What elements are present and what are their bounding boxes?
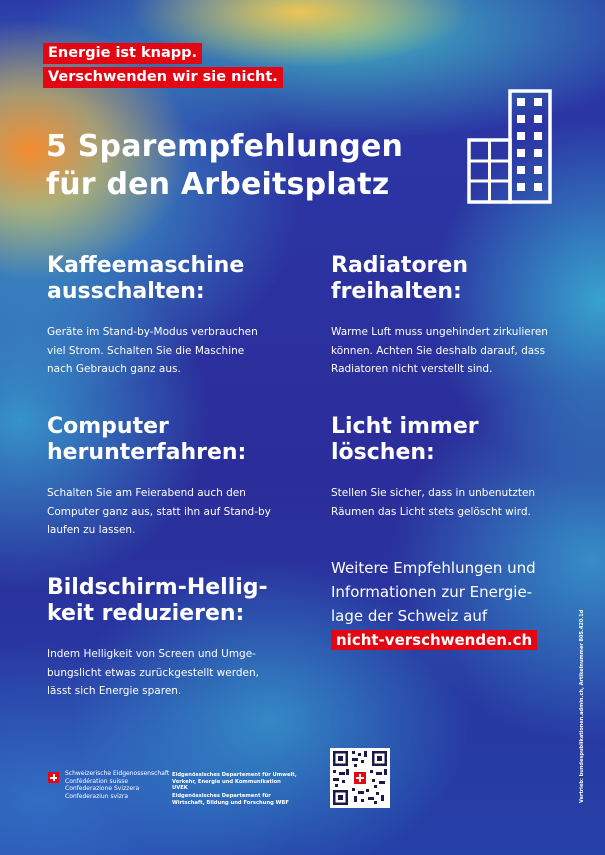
recommendation-text: Schalten Sie am Feierabend auch den Computer ganz aus, statt ihn auf Stand-by laufen zu lassen. xyxy=(47,487,271,536)
recommendation-title: Kaffeemaschine ausschalten: xyxy=(47,253,245,304)
recommendation-text: Geräte im Stand-by-Modus verbrauchen viel Strom. Schalten Sie die Maschine nach Gebrauch ganz aus. xyxy=(47,326,258,375)
confederation-names: Schweizerische Eidgenossenschaft Confédération suisse Confederazione Svizzera Confederaziun svizra xyxy=(65,770,170,800)
recommendation-computer xyxy=(47,414,297,540)
recommendation-radiators xyxy=(331,253,581,379)
recommendation-title: Radiatoren freihalten: xyxy=(331,253,468,304)
page-title xyxy=(46,128,446,204)
confederation-logo xyxy=(48,770,169,800)
website-link[interactable]: nicht-verschwenden.ch xyxy=(331,630,537,650)
tagline-2: Verschwenden wir sie nicht. xyxy=(43,67,283,88)
recommendation-text: Warme Luft muss ungehindert zirkulieren können. Achten Sie deshalb darauf, dass Radiatoren nicht verstellt sind. xyxy=(331,326,548,375)
more-info: Weitere Empfehlungen und Informationen zur Energie- lage der Schweiz auf nicht-verschwenden.ch xyxy=(331,559,536,649)
recommendation-coffee-machine xyxy=(47,253,297,379)
recommendation-text: Stellen Sie sicher, dass in unbenutzten Räumen das Licht stets gelöscht wird. xyxy=(331,487,536,518)
department-uvek: Eidgenössisches Departement für Umwelt, Verkehr, Energie und Kommunikation UVEK xyxy=(172,772,297,792)
department-wbf: Eidgenössisches Departement für Wirtschaft, Bildung und Forschung WBF xyxy=(172,793,289,806)
recommendation-text: Indem Helligkeit von Screen und Umge- bungslicht etwas zurückgestellt werden, lässt sich Energie sparen. xyxy=(47,648,259,697)
swiss-cross-icon xyxy=(354,772,366,784)
recommendation-lights xyxy=(331,414,581,521)
recommendation-title: Bildschirm-Hellig- keit reduzieren: xyxy=(47,575,268,626)
recommendation-title: Licht immer löschen: xyxy=(331,414,479,465)
tagline-1: Energie ist knapp. xyxy=(43,43,202,64)
page-title-line-2: für den Arbeitsplatz xyxy=(46,167,390,202)
swiss-flag-icon xyxy=(48,772,59,783)
distribution-note: Vertrieb: bundespublikationen.admin.ch, Artikelnummer 805.420.1d xyxy=(579,609,585,803)
recommendation-screen-brightness xyxy=(47,575,297,701)
page-title-line-1: 5 Sparempfehlungen xyxy=(46,129,404,164)
recommendation-title: Computer herunterfahren: xyxy=(47,414,247,465)
office-building-icon xyxy=(466,89,556,205)
